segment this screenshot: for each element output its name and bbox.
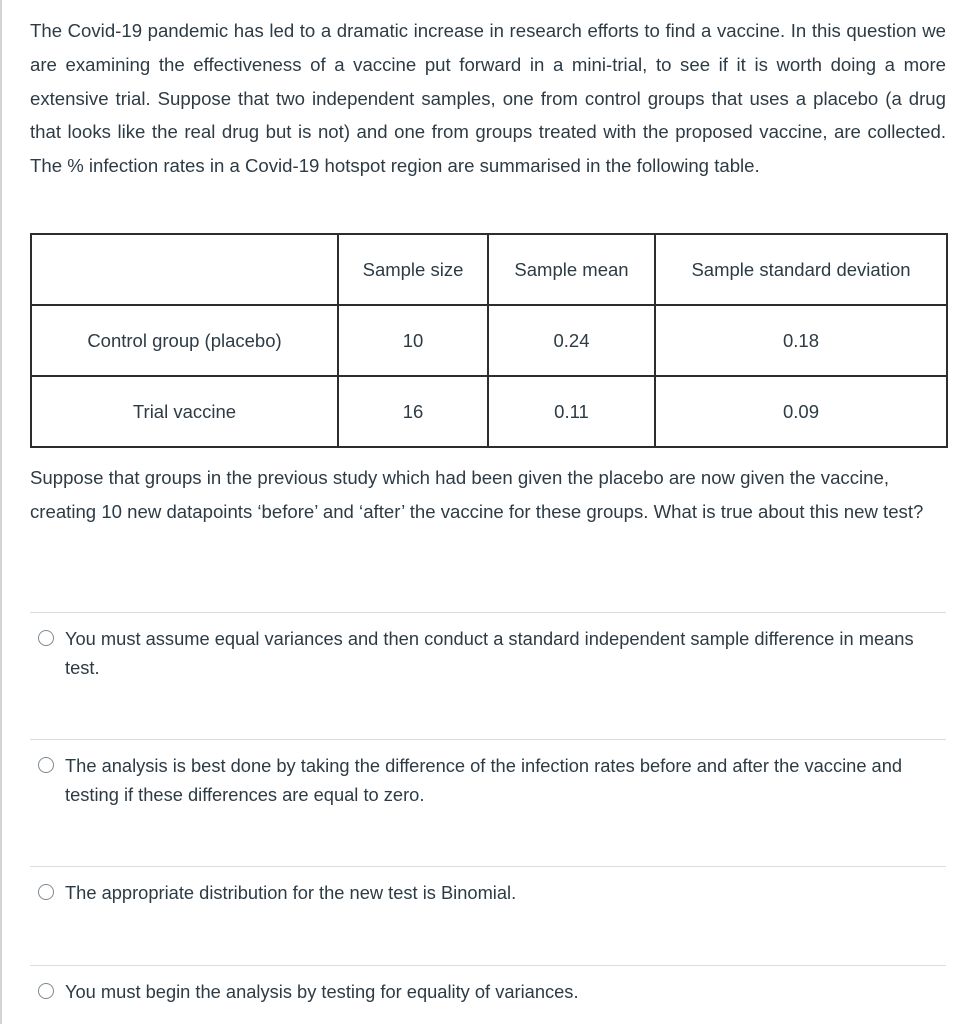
- table-cell: 0.09: [655, 376, 947, 447]
- table-header-cell: Sample standard deviation: [655, 234, 947, 305]
- question-stem: [30, 14, 946, 183]
- question-prompt-text: Suppose that groups in the previous study which had been given the placebo are now given the vaccine, creating 10 new datapoints ‘before’ and ‘after’ the vaccine for these groups. What is true about this new test?: [30, 467, 924, 522]
- table-row-label: Control group (placebo): [31, 305, 338, 376]
- question-intro-text: The Covid-19 pandemic has led to a dramatic increase in research efforts to find a vaccine. In this question we are examining the effectiveness of a vaccine put forward in a mini-trial, to see if it is worth doing a more extensive trial. Suppose that two independent samples, one from control groups that uses a placebo (a drug that looks like the real drug but is not) and one from groups treated with the proposed vaccine, are collected. The % infection rates in a Covid-19 hotspot region are summarised in the following table.: [30, 20, 946, 177]
- radio-button[interactable]: [38, 757, 54, 773]
- table-row: [31, 376, 947, 447]
- answer-option-label[interactable]: You must begin the analysis by testing for equality of variances.: [65, 981, 579, 1002]
- answer-option-2[interactable]: [30, 751, 946, 809]
- radio-button[interactable]: [38, 630, 54, 646]
- question-prompt: [30, 461, 946, 529]
- answer-divider: [30, 965, 946, 966]
- answer-option-label[interactable]: The appropriate distribution for the new test is Binomial.: [65, 882, 517, 903]
- summary-table: [30, 233, 948, 448]
- table-cell: 0.18: [655, 305, 947, 376]
- answer-option-label[interactable]: The analysis is best done by taking the difference of the infection rates before and after the vaccine and testing if these differences are equal to zero.: [65, 755, 903, 805]
- table-header-cell: [31, 234, 338, 305]
- radio-button[interactable]: [38, 884, 54, 900]
- radio-button[interactable]: [38, 983, 54, 999]
- table-cell: 10: [338, 305, 488, 376]
- table-header-cell: Sample size: [338, 234, 488, 305]
- table-cell: 0.24: [488, 305, 655, 376]
- answer-option-1[interactable]: [30, 624, 946, 682]
- answer-divider: [30, 866, 946, 867]
- table-header-cell: Sample mean: [488, 234, 655, 305]
- answer-option-label[interactable]: You must assume equal variances and then conduct a standard independent sample difference in means test.: [65, 628, 914, 678]
- table-cell: 16: [338, 376, 488, 447]
- table-row-label: Trial vaccine: [31, 376, 338, 447]
- answer-option-4[interactable]: [30, 977, 946, 1006]
- table-cell: 0.11: [488, 376, 655, 447]
- table-row: [31, 305, 947, 376]
- left-border: [0, 0, 2, 1024]
- answer-option-3[interactable]: [30, 878, 946, 907]
- answer-divider: [30, 739, 946, 740]
- answer-divider: [30, 612, 946, 613]
- table-header-row: [31, 234, 947, 305]
